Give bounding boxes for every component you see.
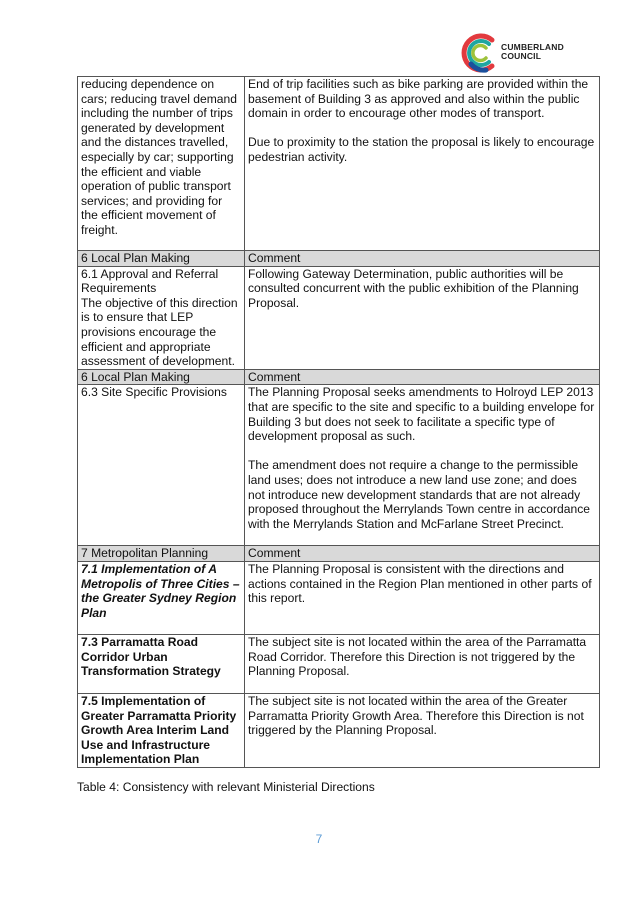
table-cell: The subject site is not located within the area of the Greater Parramatta Priority Growth Area. Therefore this Direction is not triggered by the Planning Proposal. [245, 693, 600, 767]
section-header-row [78, 546, 600, 562]
table-row [78, 693, 600, 767]
table-cell: 7.5 Implementation of Greater Parramatta Priority Growth Area Interim Land Use and Infrastructure Implementation Plan [78, 693, 245, 767]
table-cell: 7.1 Implementation of A Metropolis of Three Cities – the Greater Sydney Region Plan [78, 561, 245, 634]
section-header: 7 Metropolitan Planning [78, 546, 245, 562]
council-logo-icon [460, 31, 500, 75]
comment-header: Comment [245, 251, 600, 267]
table-row [78, 385, 600, 546]
section-header: 6 Local Plan Making [78, 369, 245, 385]
cell-paragraph: The amendment does not require a change to the permissible land uses; does not introduce a new land use zone; and does not introduce new development standards that are not already proposed throughout the Merrylands Town centre in accordance with the Merrylands Station and McFarlane Street Precinct. [248, 458, 590, 531]
table-row [78, 561, 600, 634]
table-row [78, 634, 600, 693]
ministerial-directions-table [77, 76, 600, 768]
table-cell: The subject site is not located within the area of the Parramatta Road Corridor. Therefore this Direction is not triggered by the Planning Proposal. [245, 634, 600, 693]
direction-objective: The objective of this direction is to ensure that LEP provisions encourage the efficient and appropriate assessment of development. [81, 295, 238, 369]
logo-line-2: COUNCIL [501, 51, 542, 61]
logo-line-1: CUMBERLAND [501, 42, 564, 52]
table-cell [245, 385, 600, 546]
section-header-row [78, 251, 600, 267]
cumberland-council-logo [460, 31, 570, 75]
direction-title: 6.1 Approval and Referral Requirements [81, 266, 219, 296]
table-cell: 7.3 Parramatta Road Corridor Urban Transformation Strategy [78, 634, 245, 693]
table-caption: Table 4: Consistency with relevant Ministerial Directions [77, 780, 375, 794]
table-cell: reducing dependence on cars; reducing travel demand including the number of trips generated by development and the distances travelled, especially by car; supporting the efficient and viable operation of public transport services; and providing for the efficient movement of freight. [78, 77, 245, 251]
table-row [78, 266, 600, 369]
table-cell: The Planning Proposal is consistent with the directions and actions contained in the Region Plan mentioned in other parts of this report. [245, 561, 600, 634]
table-cell: 6.3 Site Specific Provisions [78, 385, 245, 546]
page-number: 7 [315, 832, 323, 846]
table-row [78, 77, 600, 251]
cell-paragraph: Due to proximity to the station the proposal is likely to encourage pedestrian activity. [248, 135, 595, 164]
section-header: 6 Local Plan Making [78, 251, 245, 267]
table-cell: Following Gateway Determination, public authorities will be consulted concurrent with the public exhibition of the Planning Proposal. [245, 266, 600, 369]
comment-header: Comment [245, 369, 600, 385]
section-header-row [78, 369, 600, 385]
cell-paragraph: The Planning Proposal seeks amendments to Holroyd LEP 2013 that are specific to the site and specific to a building envelope for Building 3 but does not seek to facilitate a specific type of development proposal as such. [248, 385, 595, 444]
table-cell [245, 77, 600, 251]
table-cell [78, 266, 245, 369]
comment-header: Comment [245, 546, 600, 562]
cell-paragraph: End of trip facilities such as bike parking are provided within the basement of Building 3 as approved and also within the public domain in order to encourage other modes of transport. [248, 77, 589, 121]
